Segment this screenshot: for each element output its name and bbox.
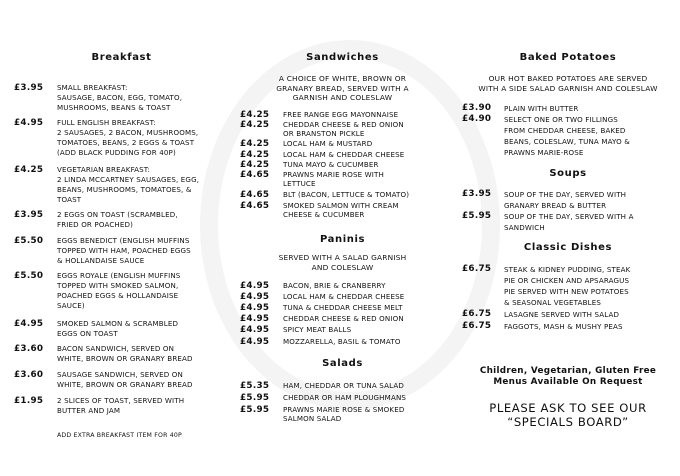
item-description: PLAIN WITH BUTTER bbox=[504, 104, 579, 113]
item-description: BACON SANDWICH, SERVED ON WHITE, BROWN OR GRANARY BREAD bbox=[57, 344, 193, 363]
item-description: SPICY MEAT BALLS bbox=[283, 325, 352, 334]
specials-board-notice: PLEASE ASK TO SEE OUR “SPECIALS BOARD” bbox=[489, 401, 647, 429]
item-description: STEAK & KIDNEY PUDDING, STEAK PIE OR CHICKEN AND APSARAGUS PIE SERVED WITH NEW POTATOES & SEASONAL VEGETABLES bbox=[504, 265, 631, 307]
item-description: TUNA & CHEDDAR CHEESE MELT bbox=[283, 303, 403, 312]
item-description: EGGS ROYALE (ENGLISH MUFFINS TOPPED WITH SMOKED SALMON, POACHED EGGS & HOLLANDAISE SAUCE) bbox=[57, 271, 181, 310]
item-price: £6.75 bbox=[462, 264, 492, 274]
item-price: £4.25 bbox=[240, 110, 270, 120]
item-price: £4.95 bbox=[240, 292, 270, 302]
item-description: BACON, BRIE & CRANBERRY bbox=[283, 281, 386, 290]
breakfast-heading: Breakfast bbox=[91, 52, 152, 63]
item-description: EGGS BENEDICT (ENGLISH MUFFINS TOPPED WITH HAM, POACHED EGGS & HOLLANDAISE SAUCE bbox=[57, 236, 191, 265]
item-description: FAGGOTS, MASH & MUSHY PEAS bbox=[504, 322, 623, 331]
item-price: £4.95 bbox=[240, 281, 270, 291]
salads-heading: Salads bbox=[322, 358, 363, 369]
item-price: £4.25 bbox=[14, 165, 44, 175]
soups-heading: Soups bbox=[549, 168, 587, 179]
item-price: £5.95 bbox=[240, 405, 270, 415]
item-price: £5.50 bbox=[14, 271, 44, 281]
baked-potatoes-heading: Baked Potatoes bbox=[519, 52, 617, 63]
item-description: CHEDDAR CHEESE & RED ONION OR BRANSTON PICKLE bbox=[283, 120, 404, 139]
special-menus-notice: Children, Vegetarian, Gluten Free Menus Available On Request bbox=[479, 366, 657, 387]
item-price: £4.95 bbox=[14, 319, 44, 329]
item-description: HAM, CHEDDAR OR TUNA SALAD bbox=[283, 381, 404, 390]
baked-potatoes-intro: OUR HOT BAKED POTATOES ARE SERVED WITH A SIDE SALAD GARNISH AND COLESLAW bbox=[478, 74, 658, 93]
item-description: MOZZARELLA, BASIL & TOMATO bbox=[283, 337, 401, 346]
item-price: £4.95 bbox=[240, 337, 270, 347]
item-price: £1.95 bbox=[14, 396, 44, 406]
item-price: £4.25 bbox=[240, 120, 270, 130]
item-price: £4.25 bbox=[240, 150, 270, 160]
item-price: £4.65 bbox=[240, 190, 270, 200]
item-price: £3.60 bbox=[14, 344, 44, 354]
item-price: £4.65 bbox=[240, 170, 270, 180]
item-price: £4.25 bbox=[240, 139, 270, 149]
item-description: SOUP OF THE DAY, SERVED WITH A SANDWICH bbox=[504, 212, 634, 232]
item-price: £5.35 bbox=[240, 381, 270, 391]
item-price: £6.75 bbox=[462, 321, 492, 331]
item-price: £6.75 bbox=[462, 309, 492, 319]
item-price: £3.95 bbox=[14, 210, 44, 220]
item-description: LOCAL HAM & CHEDDAR CHEESE bbox=[283, 292, 405, 301]
item-description: TUNA MAYO & CUCUMBER bbox=[283, 160, 379, 169]
paninis-heading: Paninis bbox=[319, 234, 366, 245]
item-description: SMOKED SALMON WITH CREAM CHEESE & CUCUMBER bbox=[283, 201, 399, 220]
item-price: £4.65 bbox=[240, 201, 270, 211]
item-description: 2 EGGS ON TOAST (SCRAMBLED, FRIED OR POACHED) bbox=[57, 210, 178, 229]
item-price: £4.95 bbox=[240, 325, 270, 335]
item-description: FULL ENGLISH BREAKFAST: 2 SAUSAGES, 2 BACON, MUSHROOMS, TOMATOES, BEANS, 2 EGGS & TOAST (ADD BLACK PUDDING FOR 40P) bbox=[57, 118, 199, 157]
item-description: 2 SLICES OF TOAST, SERVED WITH BUTTER AND JAM bbox=[57, 396, 185, 415]
item-price: £4.95 bbox=[240, 314, 270, 324]
item-price: £3.60 bbox=[14, 370, 44, 380]
paninis-intro: SERVED WITH A SALAD GARNISH AND COLESLAW bbox=[278, 253, 407, 272]
item-description: SAUSAGE SANDWICH, SERVED ON WHITE, BROWN OR GRANARY BREAD bbox=[57, 370, 193, 389]
item-description: BLT (BACON, LETTUCE & TOMATO) bbox=[283, 190, 410, 199]
item-price: £5.95 bbox=[462, 211, 492, 221]
item-description: SMOKED SALMON & SCRAMBLED EGGS ON TOAST bbox=[57, 319, 179, 338]
item-description: PRAWNS MARIE ROSE WITH LETTUCE bbox=[283, 170, 385, 189]
item-description: SMALL BREAKFAST: SAUSAGE, BACON, EGG, TOMATO, MUSHROOMS, BEANS & TOAST bbox=[57, 83, 183, 112]
item-price: £5.95 bbox=[240, 393, 270, 403]
item-price: £4.25 bbox=[240, 160, 270, 170]
item-price: £3.95 bbox=[14, 83, 44, 93]
item-price: £4.90 bbox=[462, 114, 492, 124]
item-description: LOCAL HAM & MUSTARD bbox=[283, 139, 373, 148]
item-description: SELECT ONE OR TWO FILLINGS FROM CHEDDAR CHEESE, BAKED BEANS, COLESLAW, TUNA MAYO & PRAWNS MARIE-ROSE bbox=[504, 115, 630, 157]
item-description: PRAWNS MARIE ROSE & SMOKED SALMON SALAD bbox=[283, 405, 405, 424]
item-description: FREE RANGE EGG MAYONNAISE bbox=[283, 110, 399, 119]
item-description: CHEDDAR OR HAM PLOUGHMANS bbox=[283, 393, 407, 402]
item-description: CHEDDAR CHEESE & RED ONION bbox=[283, 314, 404, 323]
item-description: LASAGNE SERVED WITH SALAD bbox=[504, 310, 620, 319]
item-price: £3.90 bbox=[462, 103, 492, 113]
item-price: £4.95 bbox=[240, 303, 270, 313]
item-description: LOCAL HAM & CHEDDAR CHEESE bbox=[283, 150, 405, 159]
classic-dishes-heading: Classic Dishes bbox=[523, 242, 613, 253]
sandwiches-intro: A CHOICE OF WHITE, BROWN OR GRANARY BREAD, SERVED WITH A GARNISH AND COLESLAW bbox=[276, 74, 409, 102]
sandwiches-heading: Sandwiches bbox=[306, 52, 379, 63]
item-price: £5.50 bbox=[14, 236, 44, 246]
item-description: SOUP OF THE DAY, SERVED WITH GRANARY BREAD & BUTTER bbox=[504, 190, 627, 210]
breakfast-note: ADD EXTRA BREAKFAST ITEM FOR 40P bbox=[57, 432, 182, 439]
item-price: £3.95 bbox=[462, 189, 492, 199]
item-description: VEGETARIAN BREAKFAST: 2 LINDA MCCARTNEY SAUSAGES, EGG, BEANS, MUSHROOMS, TOMATOES, & TOAST bbox=[57, 165, 200, 204]
item-price: £4.95 bbox=[14, 118, 44, 128]
